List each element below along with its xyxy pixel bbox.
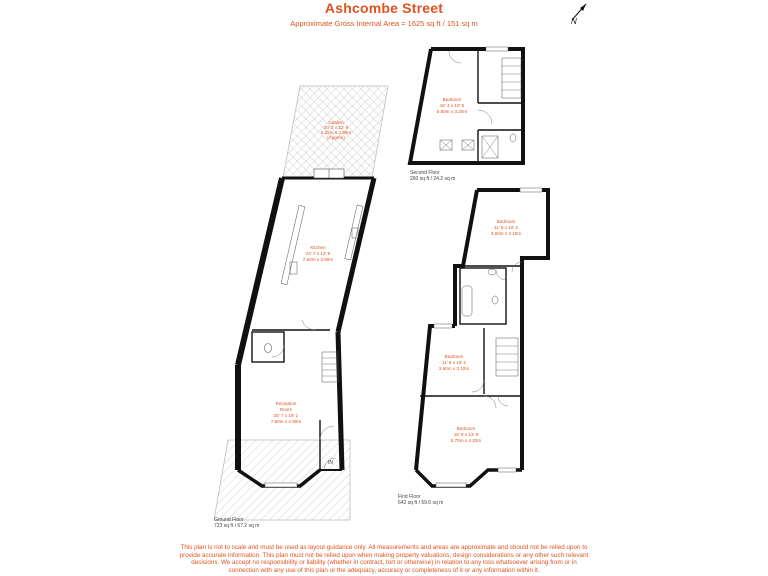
ground-floor-label: Ground Floor (214, 517, 244, 523)
kitchen-worktop-left (281, 205, 305, 284)
reception-size-metric: 7.80m x 4.90m (270, 419, 302, 424)
first-floor-rear-wall (477, 190, 548, 328)
second-bedroom-size-imperial: 18' 4 x 10' 5 (439, 103, 465, 108)
first-floor-plan (398, 188, 548, 506)
garden-note: (Approx) (327, 135, 345, 140)
middle-bedroom-window (434, 324, 452, 328)
kitchen-size-imperial: 24' 7 x 12' 9 (305, 251, 331, 256)
front-garden-area (214, 440, 350, 520)
rear-bedroom-size-imperial: 11' 9 x 10' 2 (493, 225, 519, 230)
garden-size-imperial: 20' 2 x 12' 9 (323, 125, 349, 130)
second-floor-plan (410, 47, 523, 182)
front-bedroom-side-window (498, 468, 516, 472)
second-bedroom-label: Bedroom (442, 97, 462, 102)
kitchen-wall-right (338, 178, 374, 332)
first-floor-rear-window (520, 188, 542, 192)
first-floor-bathroom (460, 268, 506, 324)
garden-size-metric: 6.22m x 3.90m (320, 130, 352, 135)
second-floor-toilet-icon (510, 134, 516, 142)
second-floor-label: Second Floor (410, 170, 440, 176)
first-floor-rear-left-wall (455, 190, 477, 326)
middle-bedroom-size-imperial: 11' 9 x 10' 2 (441, 360, 467, 365)
front-bedroom-size-imperial: 18' 8 x 13' 9 (453, 432, 479, 437)
reception-label-line2: Room (279, 407, 293, 412)
second-bedroom-size-metric: 5.60m x 3.20m (436, 109, 468, 114)
disclaimer-line: connection with any use of this plan or the adequacy, accuracy or completeness of it or any information within it. (228, 567, 540, 575)
page-subtitle: Approximate Gross Internal Area = 1625 sq ft / 151 sq m (290, 19, 478, 28)
kitchen-size-metric: 7.53m x 3.90m (302, 257, 334, 262)
front-bedroom-label: Bedroom (456, 426, 476, 431)
first-floor-stairs (496, 338, 518, 376)
middle-bedroom-size-metric: 3.60m x 3.10m (438, 366, 470, 371)
north-label: N (571, 17, 577, 26)
disclaimer (150, 544, 618, 575)
wc-room (252, 332, 284, 362)
entrance-label: IN (328, 460, 333, 466)
rear-bedroom-size-metric: 3.60m x 3.10m (490, 231, 522, 236)
wc-door-swing (272, 345, 284, 357)
rear-bedroom-label: Bedroom (496, 219, 516, 224)
reception-size-imperial: 25' 7 x 16' 1 (273, 413, 299, 418)
bath-tub (462, 286, 472, 316)
front-bedroom-size-metric: 5.70m x 4.20m (450, 438, 482, 443)
ground-floor-area: 723 sq ft / 67.2 sq m (214, 523, 260, 529)
kitchen-wall-left (238, 178, 282, 365)
second-floor-stairs (502, 58, 521, 98)
kitchen-label: Kitchen (310, 245, 326, 250)
wc-toilet-icon (265, 344, 272, 353)
page-title: Ashcombe Street (324, 0, 444, 16)
disclaimer-line: decisions. We accept no responsibility or liability (whether in contract, tort or otherwise) in relation to any loss whatsoever arising from or in (191, 559, 577, 567)
ground-stairs (322, 352, 338, 382)
first-floor-toilet-icon (492, 296, 498, 304)
kitchen-sink (290, 262, 297, 274)
disclaimer-line: provide accurate information. This plan must not be relied upon when making property valuations, design considerations or any other such relevant (179, 551, 589, 559)
middle-bedroom-label: Bedroom (444, 354, 464, 359)
second-floor-area: 260 sq ft / 24.2 sq m (410, 176, 456, 182)
disclaimer-line: This plan is not to scale and must be used as layout guidance only. All measurements and areas are approximate and should not be relied upon to (180, 544, 588, 551)
basin-icon (488, 269, 496, 275)
garden-label: Garden (328, 120, 344, 125)
first-floor-left-wall (416, 326, 455, 470)
bay-window-glazing (265, 483, 297, 487)
first-floor-label: First Floor (398, 494, 421, 500)
reception-label: Reception (275, 401, 297, 406)
second-floor-rear-window (486, 47, 508, 51)
first-floor-area: 642 sq ft / 59.6 sq m (398, 500, 444, 506)
front-bedroom-bay-glazing (436, 483, 466, 487)
front-bedroom-bay-window (416, 470, 522, 486)
ground-floor-plan (214, 86, 388, 529)
